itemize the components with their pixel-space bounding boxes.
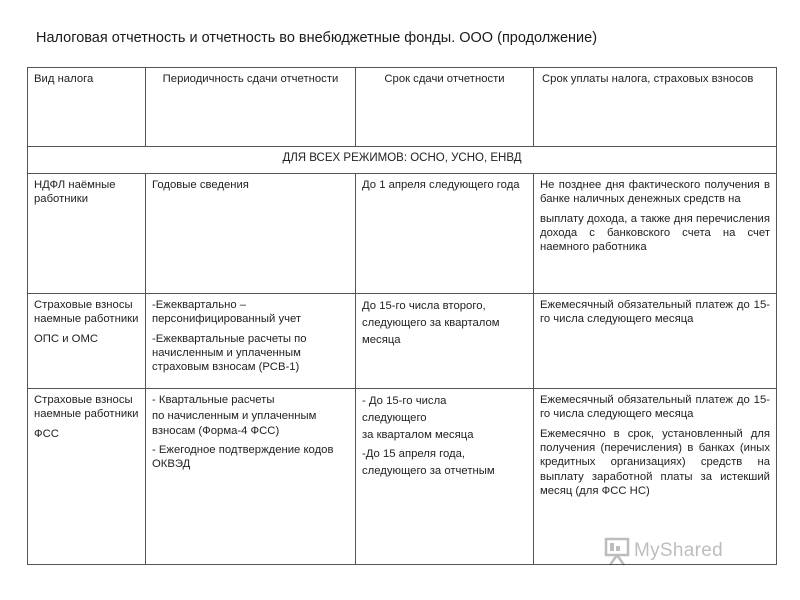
cell-tax-type <box>28 174 146 294</box>
header-periodicity: Периодичность сдачи отчетности <box>146 68 356 147</box>
table-row <box>28 174 777 294</box>
cell-periodicity <box>146 389 356 565</box>
cell-text: Ежемесячный обязательный платеж до 15-го числа следующего месяца <box>540 299 770 326</box>
watermark <box>604 536 723 566</box>
table-row <box>28 294 777 389</box>
cell-text: ОПС и ОМС <box>34 332 99 345</box>
cell-text: НДФЛ наёмные работники <box>34 179 116 206</box>
header-tax-type: Вид налога <box>28 68 146 147</box>
cell-periodicity <box>146 294 356 389</box>
cell-text: -Ежеквартально – персонифицированный учет <box>152 299 302 326</box>
cell-text: Годовые сведения <box>152 179 249 191</box>
cell-text: следующего <box>362 411 427 424</box>
cell-text: - Квартальные расчеты <box>152 394 275 406</box>
cell-text: Страховые взносы наемные работники <box>34 394 139 421</box>
cell-text: Страховые взносы наемные работники <box>34 299 139 326</box>
cell-tax-type <box>28 294 146 389</box>
presentation-board-icon <box>604 536 630 566</box>
cell-report-deadline <box>356 389 534 565</box>
header-payment-deadline: Срок уплаты налога, страховых взносов <box>534 68 777 147</box>
cell-report-deadline <box>356 294 534 389</box>
mode-row <box>28 147 777 174</box>
cell-text: следующего за отчетным <box>362 464 495 477</box>
cell-payment-deadline <box>534 174 777 294</box>
cell-periodicity <box>146 174 356 294</box>
cell-text: До 15-го числа второго, следующего за кварталом месяца <box>362 300 500 346</box>
watermark-text: MyShared <box>634 540 723 561</box>
cell-report-deadline <box>356 174 534 294</box>
cell-text: - До 15-го числа <box>362 395 447 407</box>
tax-reporting-table <box>27 67 777 565</box>
cell-text: -Ежеквартальные расчеты по начисленным и уплаченным страховым взносам (РСВ-1) <box>152 332 307 374</box>
header-report-deadline: Срок сдачи отчетности <box>356 68 534 147</box>
tax-modes-label: ДЛЯ ВСЕХ РЕЖИМОВ: ОСНО, УСНО, ЕНВД <box>28 147 777 174</box>
cell-text: по начисленным и уплаченным взносам (Форма-4 ФСС) <box>152 410 317 437</box>
cell-text: за кварталом месяца <box>362 428 474 441</box>
cell-text: До 1 апреля следующего года <box>362 179 520 191</box>
cell-text: - Ежегодное подтверждение кодов ОКВЭД <box>152 444 334 471</box>
page-title: Налоговая отчетность и отчетность во внебюджетные фонды. ООО (продолжение) <box>36 30 598 46</box>
table-header-row <box>28 68 777 147</box>
cell-payment-deadline <box>534 294 777 389</box>
cell-text: Ежемесячный обязательный платеж до 15-го числа следующего месяца <box>540 394 770 421</box>
cell-text: Не позднее дня фактического получения в банке наличных денежных средств на <box>540 179 770 206</box>
cell-text: выплату дохода, а также дня перечисления дохода с банковского счета на счет наемного работника <box>540 212 770 254</box>
cell-text: Ежемесячно в срок, установленный для получения (перечисления) в банках (иных кредитных организациях) средств на выплату заработной платы за истекший месяц (для ФСС НС) <box>540 427 770 498</box>
cell-text: ФСС <box>34 427 59 440</box>
cell-text: -До 15 апреля года, <box>362 447 466 460</box>
cell-tax-type <box>28 389 146 565</box>
